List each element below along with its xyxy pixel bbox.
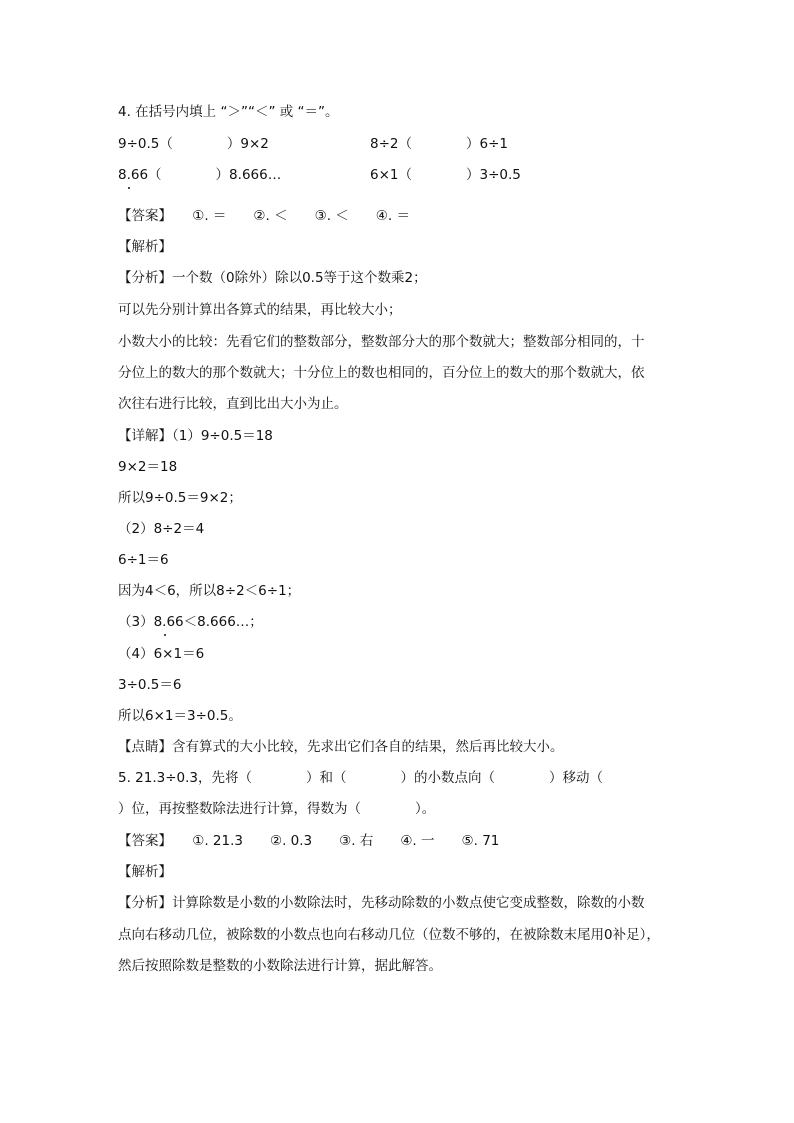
q4-fenxi-3: 小数大小的比较：先看它们的整数部分，整数部分大的那个数就大；整数部分相同的，十 [118,334,645,350]
q4-xiangjie-7: （3）8.66＜8.666…； [118,614,263,630]
q4-xiangjie-3: 所以9÷0.5＝9×2； [118,490,242,506]
q4-xiangjie-4: （2）8÷2＝4 [118,521,205,537]
q4-row2-right: 6×1（ ）3÷0.5 [370,167,521,183]
q4-xiangjie-1: 【详解】（1）9÷0.5＝18 [118,428,273,444]
recurring-dot [164,634,166,636]
q4-fenxi-1: 【分析】一个数（0除外）除以0.5等于这个数乘2； [118,270,427,286]
q4-fenxi-4: 分位上的数大的那个数就大；十分位上的数也相同的，百分位上的数大的那个数就大，依 [118,365,645,381]
q4-jiexi: 【解析】 [118,239,172,255]
q4-xiangjie-2: 9×2＝18 [118,459,178,475]
q4-xiangjie-8: （4）6×1＝6 [118,646,205,662]
q4-row2-left: 8.66（ ）8.666… [118,167,282,183]
q4-row1-left: 9÷0.5（ ）9×2 [118,136,269,152]
q5-fenxi-3: 然后按照除数是整数的小数除法进行计算，据此解答。 [118,958,442,974]
q4-answer: 【答案】 ①. ＝ ②. ＜ ③. ＜ ④. ＝ [118,208,410,224]
q4-fenxi-5: 次往右进行比较，直到比出大小为止。 [118,396,348,412]
q4-xiangjie-5: 6÷1＝6 [118,552,169,568]
q4-xiangjie-9: 3÷0.5＝6 [118,677,182,693]
q4-xiangjie-10: 所以6×1＝3÷0.5。 [118,708,242,724]
recurring-dot [128,187,130,189]
q5-jiexi: 【解析】 [118,864,172,880]
q5-title: 5. 21.3÷0.3，先将（ ）和（ ）的小数点向（ ）移动（ [118,770,604,786]
q4-fenxi-2: 可以先分别计算出各算式的结果，再比较大小； [118,302,402,318]
q4-row1-right: 8÷2（ ）6÷1 [370,136,508,152]
q5-answer: 【答案】 ①. 21.3 ②. 0.3 ③. 右 ④. 一 ⑤. 71 [118,833,500,849]
q4-dianjing: 【点睛】含有算式的大小比较，先求出它们各自的结果，然后再比较大小。 [118,739,564,755]
q4-title: 4. 在括号内填上 “＞”“＜” 或 “＝”。 [118,104,339,120]
q5-fenxi-2: 点向右移动几位，被除数的小数点也向右移动几位（位数不够的，在被除数末尾用0补足）， [118,927,660,943]
q4-xiangjie-6: 因为4＜6，所以8÷2＜6÷1； [118,583,301,599]
q5-fenxi-1: 【分析】计算除数是小数的小数除法时，先移动除数的小数点使它变成整数，除数的小数 [118,895,645,911]
q5-title-cont: ）位，再按整数除法进行计算，得数为（ ）。 [118,801,436,817]
